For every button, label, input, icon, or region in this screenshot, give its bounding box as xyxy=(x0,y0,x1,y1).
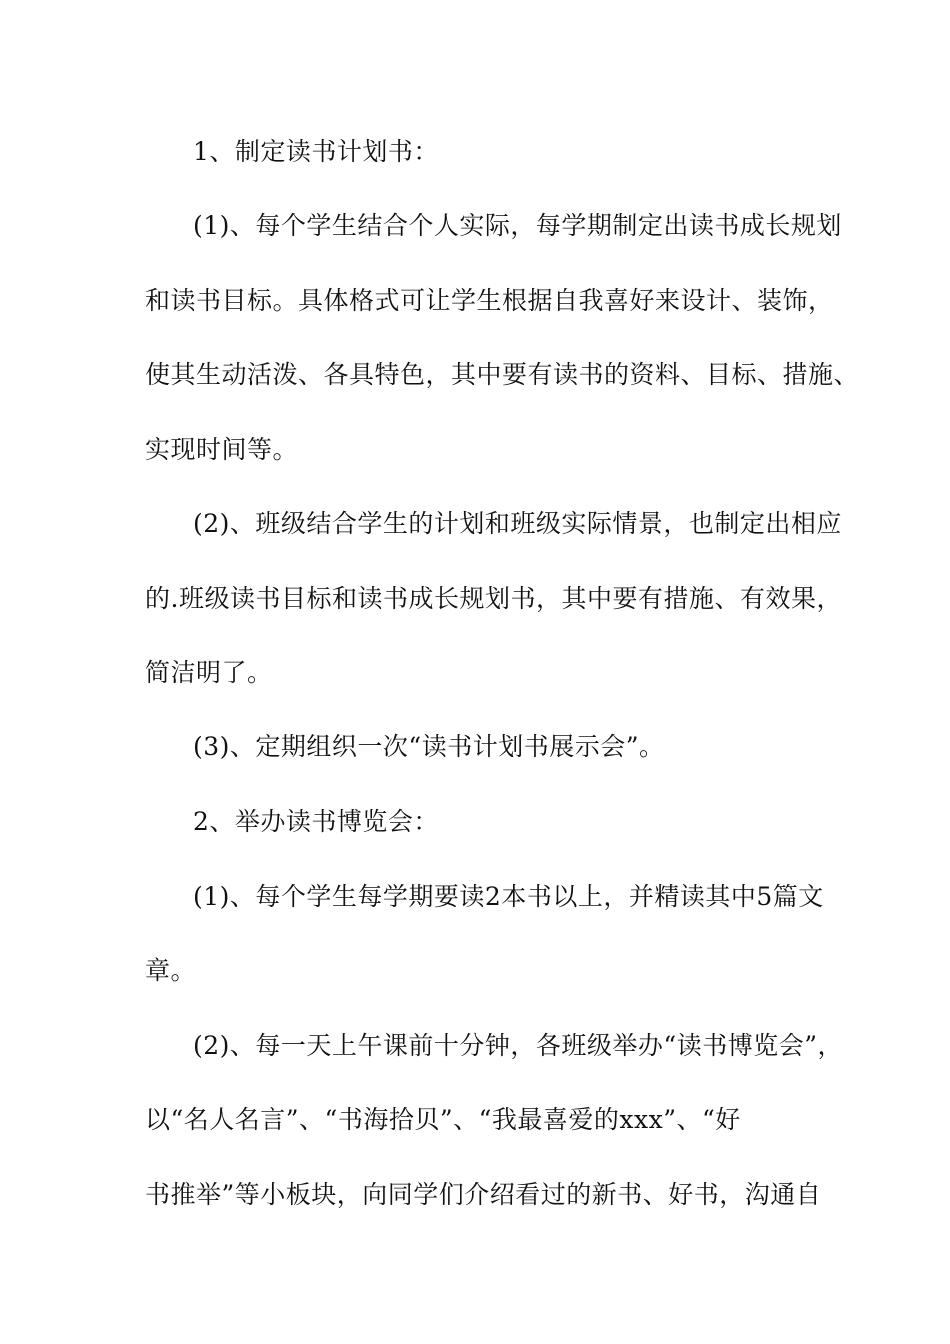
paragraph-line: 的.班级读书目标和读书成长规划书，其中要有措施、有效果， xyxy=(145,584,842,613)
paragraph-line: (1)、每个学生结合个人实际，每学期制定出读书成长规划 xyxy=(193,211,842,240)
paragraph-line: (2)、班级结合学生的计划和班级实际情景，也制定出相应 xyxy=(193,509,842,538)
paragraph-line: 章。 xyxy=(145,956,197,985)
paragraph-line: 简洁明了。 xyxy=(145,658,273,687)
paragraph-line: 以“名人名言”、“书海拾贝”、“我最喜爱的xxx”、“好 xyxy=(145,1105,741,1134)
section-heading-1: 1、制定读书计划书： xyxy=(193,137,439,166)
paragraph-line: 实现时间等。 xyxy=(145,435,299,464)
paragraph-line: 书推举”等小板块，向同学们介绍看过的新书、好书，沟通自 xyxy=(145,1180,822,1209)
paragraph-line: 使其生动活泼、各具特色，其中要有读书的资料、目标、措施、 xyxy=(145,360,860,389)
paragraph-line: (3)、定期组织一次“读书计划书展示会”。 xyxy=(193,732,665,761)
paragraph-line: 和读书目标。具体格式可让学生根据自我喜好来设计、装饰， xyxy=(145,286,834,315)
paragraph-line: (2)、每一天上午课前十分钟，各班级举办“读书博览会”， xyxy=(193,1031,843,1060)
paragraph-line: (1)、每个学生每学期要读2本书以上，并精读其中5篇文 xyxy=(193,882,824,911)
section-heading-2: 2、举办读书博览会： xyxy=(193,807,439,836)
